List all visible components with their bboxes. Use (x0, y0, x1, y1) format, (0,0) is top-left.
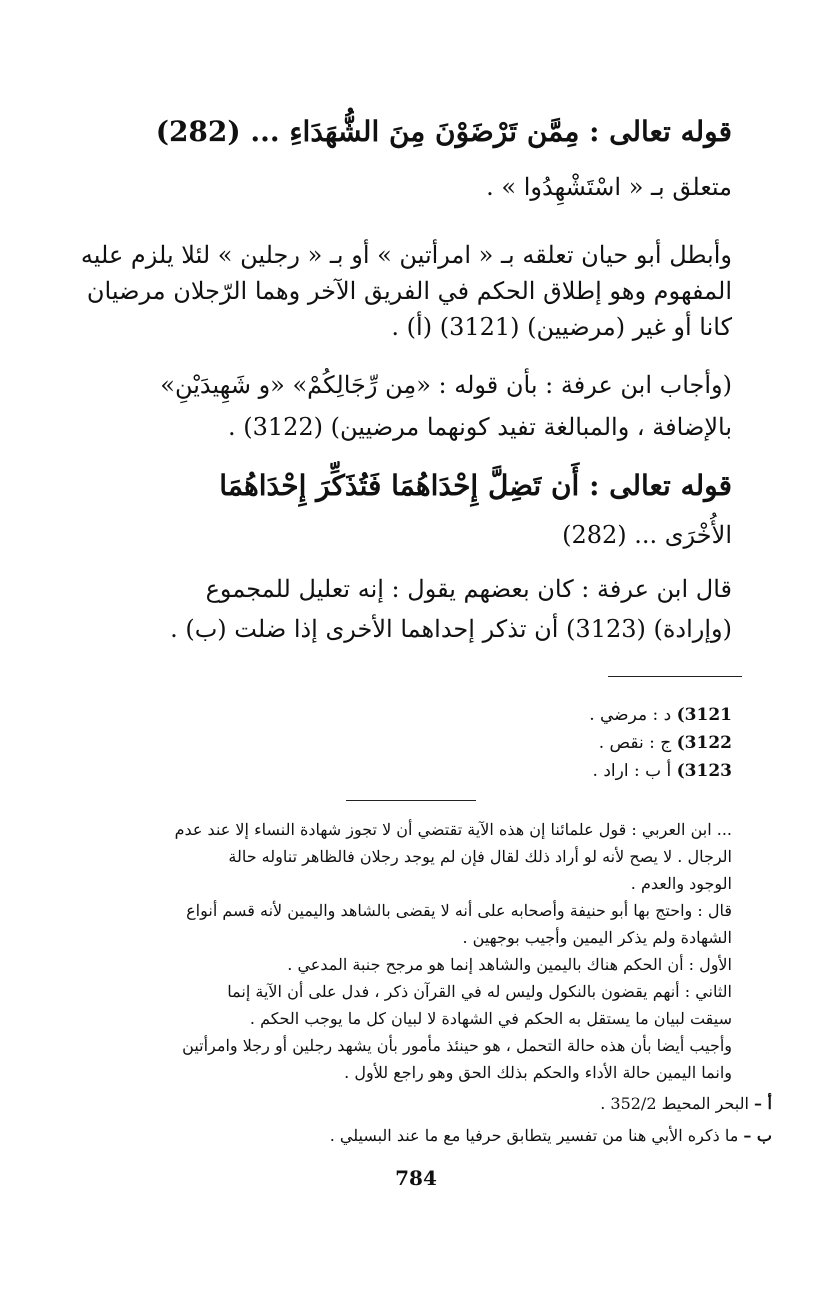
note-line: الشهادة ولم يذكر اليمين وأجيب بوجهين . (462, 928, 732, 947)
text-line: متعلق بـ « اسْتَشْهِدُوا » . (486, 173, 732, 201)
footnote-text: ما ذكره الأبي هنا من تفسير يتطابق حرفيا مع ما عند البسيلي . (329, 1126, 739, 1145)
variant-number: 3121) (676, 705, 732, 725)
variant-number: 3123) (676, 761, 732, 781)
note-line: الوجود والعدم . (630, 874, 732, 893)
variant-number: 3122) (676, 733, 732, 753)
text-line: قال ابن عرفة : كان بعضهم يقول : إنه تعليل للمجموع (205, 575, 732, 603)
page-number: 784 (395, 1166, 437, 1190)
text-line: كانا أو غير (مرضيين) (3121) (أ) . (391, 313, 732, 341)
note-line: الأول : أن الحكم هناك باليمين والشاهد إنما هو مرجح جنبة المدعي . (287, 955, 732, 974)
variant-text: ج : نقص . (598, 733, 672, 753)
text-line: (وأجاب ابن عرفة : بأن قوله : «مِن رِّجَالِكُمْ» «و شَهِيدَيْنِ» (160, 371, 732, 399)
note-line: وانما اليمين حالة الأداء والحكم بذلك الحق وهو راجع للأول . (344, 1063, 732, 1082)
footnote-mark: ب – (743, 1126, 772, 1145)
variant-note (599, 730, 732, 756)
footnote-divider (608, 676, 742, 677)
note-line: سيقت لبيان ما يستقل به الحكم في الشهادة لا لبيان كل ما يوجب الحكم . (249, 1009, 732, 1028)
text-line: المفهوم وهو إطلاق الحكم في الفريق الآخر وهما الرّجلان مرضيان (86, 277, 732, 305)
verse-heading-line: قوله تعالى : أَن تَضِلَّ إِحْدَاهُمَا فَتُذَكِّرَ إِحْدَاهُمَا (219, 469, 732, 502)
note-line: الثاني : أنهم يقضون بالنكول وليس له في القرآن ذكر ، فدل على أن الآية إنما (227, 982, 732, 1001)
text-line: بالإضافة ، والمبالغة تفيد كونهما مرضيين) (3122) . (227, 413, 732, 441)
variant-note (589, 702, 732, 728)
footnote-mark: أ – (753, 1094, 772, 1113)
verse-heading-line: قوله تعالى : مِمَّن تَرْضَوْنَ مِنَ الشُّهَدَاءِ ... (282) (155, 115, 732, 148)
note-line: وأجيب أيضا بأن هذه حالة التحمل ، هو حينئذ مأمور بأن يشهد رجلين أو رجلا وامرأتين (182, 1036, 732, 1055)
text-line: وأبطل أبو حيان تعلقه بـ « امرأتين » أو بـ « رجلين » لئلا يلزم عليه (80, 241, 732, 269)
text-line: (وإرادة) (3123) أن تذكر إحداهما الأخرى إذا ضلت (ب) . (170, 615, 732, 643)
footnote (600, 1090, 772, 1117)
text-line: الأُخْرَى ... (282) (562, 521, 732, 549)
variant-text: د : مرضي . (589, 705, 672, 725)
footnote (330, 1122, 772, 1149)
variant-text: أ ب : اراد . (592, 761, 672, 781)
footnote-text: البحر المحيط 352/2 . (600, 1094, 749, 1113)
notes-divider (346, 800, 476, 801)
variant-note (593, 758, 732, 784)
note-line: قال : واحتج بها أبو حنيفة وأصحابه على أنه لا يقضى بالشاهد واليمين لأنه قسم أنواع (186, 901, 732, 920)
note-line: ... ابن العربي : قول علمائنا إن هذه الآية تقتضي أن لا تجوز شهادة النساء إلا عند عدم (174, 820, 732, 839)
note-line: الرجال . لا يصح لأنه لو أراد ذلك لقال فإن لم يوجد رجلان فالظاهر تناوله حالة (228, 847, 732, 866)
